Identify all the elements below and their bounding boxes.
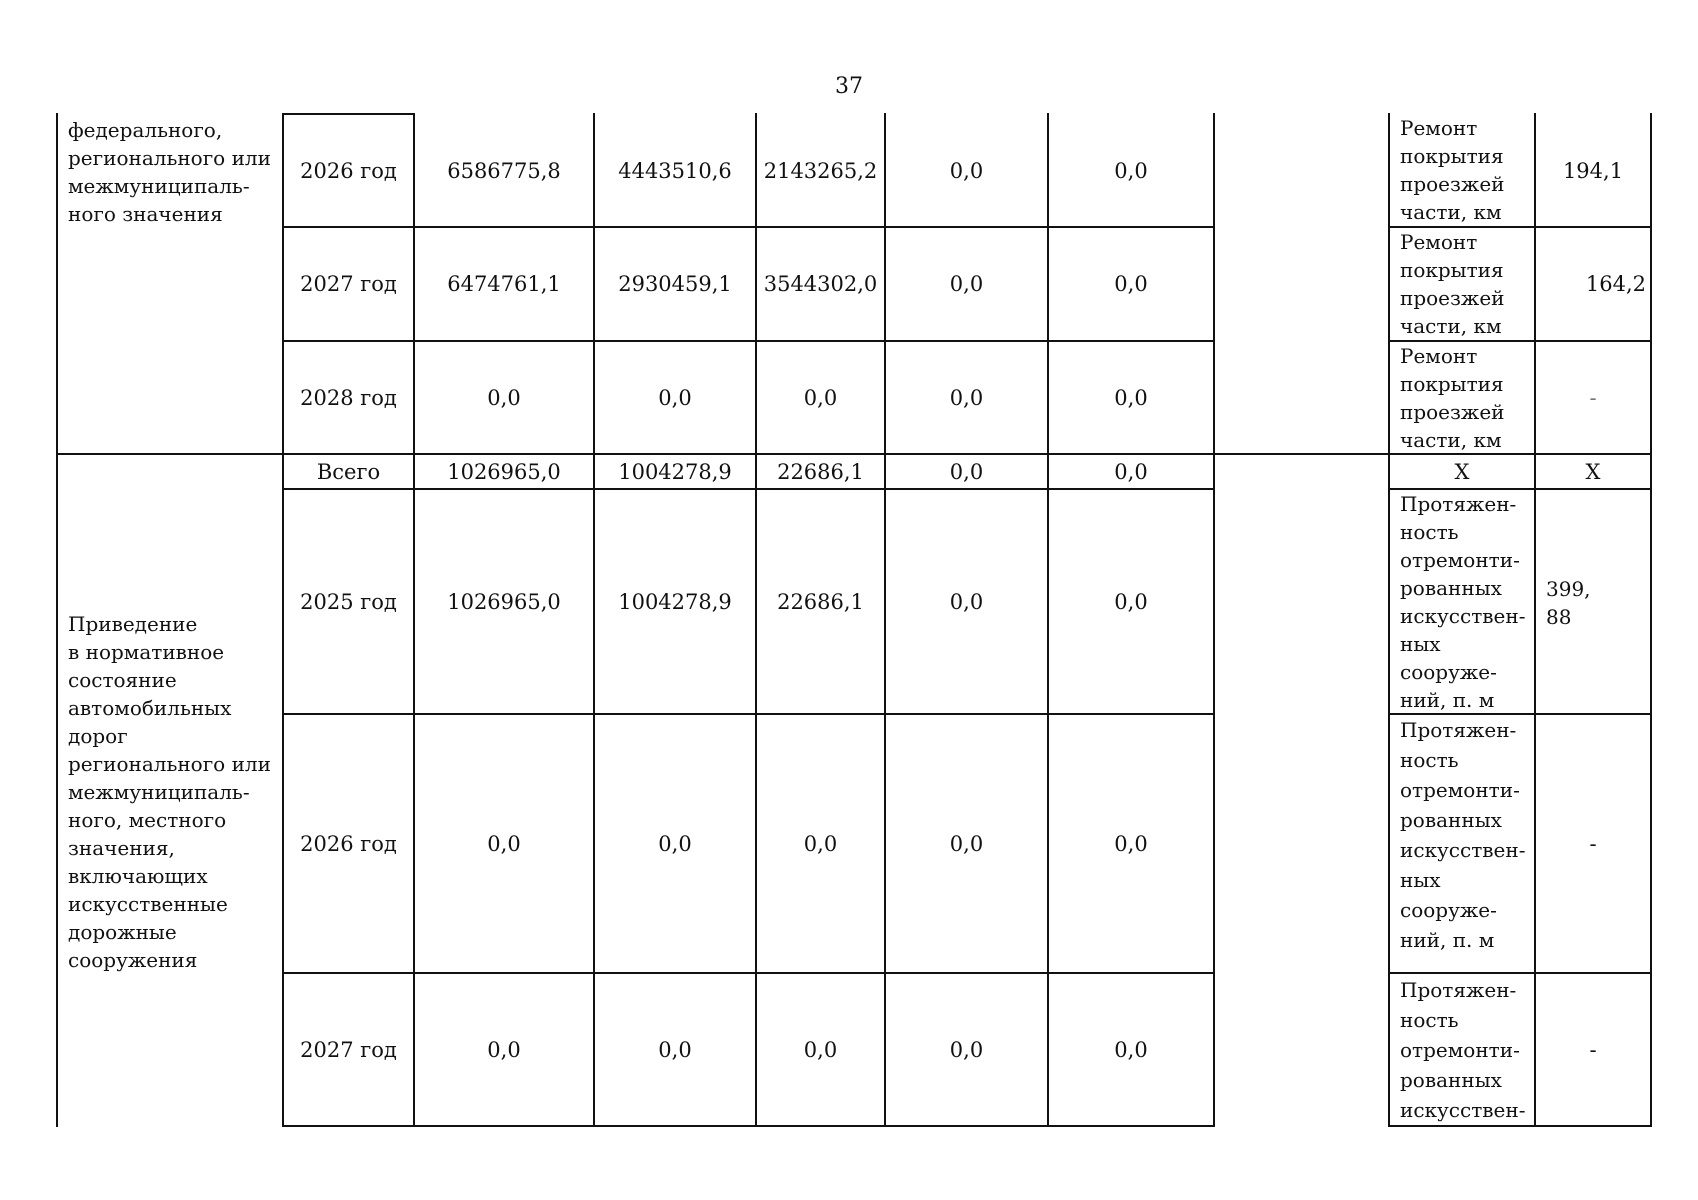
indicator-value: - [1589,385,1597,410]
indicator-value: - [1589,1037,1597,1062]
page-number: 37 [835,74,863,99]
federal-cell: 0,0 [658,1037,692,1062]
total-cell: 6586775,8 [447,158,561,183]
local-cell: 0,0 [949,831,984,856]
indicator-cell: Ремонт покрытия проезжей части, км [1400,344,1505,452]
regional-cell: 3544302,0 [763,272,878,296]
indicator-cell: X [1454,459,1470,484]
indicator-value: 194,1 [1562,158,1624,183]
year-cell: 2026 год [300,158,397,183]
local-cell: 0,0 [949,589,984,614]
local-cell: 0,0 [949,272,984,296]
other-cell: 0,0 [1114,385,1148,410]
section2-name: Приведение в нормативное состояние автомобильных дорог регионального или межмуниципаль- ного, местного значения, включающих искусственные дорожные сооружения [68,612,271,972]
regional-cell: 0,0 [803,385,838,410]
indicator-cell: Протяжен- ность отремонти- рованных искусствен- [1400,978,1526,1122]
other-cell: 0,0 [1114,459,1148,484]
other-cell: 0,0 [1114,272,1148,296]
other-cell: 0,0 [1114,1037,1148,1062]
year-cell: Всего [316,459,381,484]
federal-cell: 4443510,6 [618,158,732,183]
year-cell: 2027 год [300,272,397,296]
total-cell: 6474761,1 [447,272,561,296]
local-cell: 0,0 [949,459,984,484]
indicator-value: X [1585,459,1601,484]
indicator-cell: Ремонт покрытия проезжей части, км [1400,230,1505,338]
local-cell: 0,0 [949,158,984,183]
total-cell: 1026965,0 [447,459,561,484]
year-cell: 2027 год [300,1037,397,1062]
regional-cell: 0,0 [803,1037,838,1062]
indicator-cell: Протяжен- ность отремонти- рованных искусствен- ных сооруже- ний, п. м [1400,718,1526,952]
other-cell: 0,0 [1114,158,1148,183]
federal-cell: 1004278,9 [618,459,732,484]
other-cell: 0,0 [1114,831,1148,856]
indicator-cell: Ремонт покрытия проезжей части, км [1400,116,1505,224]
federal-cell: 0,0 [658,385,692,410]
total-cell: 1026965,0 [447,589,561,614]
total-cell: 0,0 [487,831,521,856]
section1-name: федерального, регионального или межмуниципаль- ного значения [68,118,271,226]
other-cell: 0,0 [1114,589,1148,614]
local-cell: 0,0 [949,385,984,410]
year-cell: 2025 год [300,589,397,614]
regional-cell: 0,0 [803,831,838,856]
federal-cell: 2930459,1 [618,272,732,296]
year-cell: 2028 год [300,385,397,410]
local-cell: 0,0 [949,1037,984,1062]
indicator-value: 399, 88 [1546,577,1591,629]
indicator-value: - [1589,831,1597,856]
year-cell: 2026 год [300,831,397,856]
regional-cell: 2143265,2 [763,158,878,183]
total-cell: 0,0 [487,1037,521,1062]
regional-cell: 22686,1 [777,589,864,614]
indicator-value: 164,2 [1585,272,1646,296]
regional-cell: 22686,1 [777,459,864,484]
indicator-cell: Протяжен- ность отремонти- рованных искусствен- ных сооруже- ний, п. м [1400,492,1526,712]
total-cell: 0,0 [487,385,521,410]
federal-cell: 1004278,9 [618,589,732,614]
federal-cell: 0,0 [658,831,692,856]
